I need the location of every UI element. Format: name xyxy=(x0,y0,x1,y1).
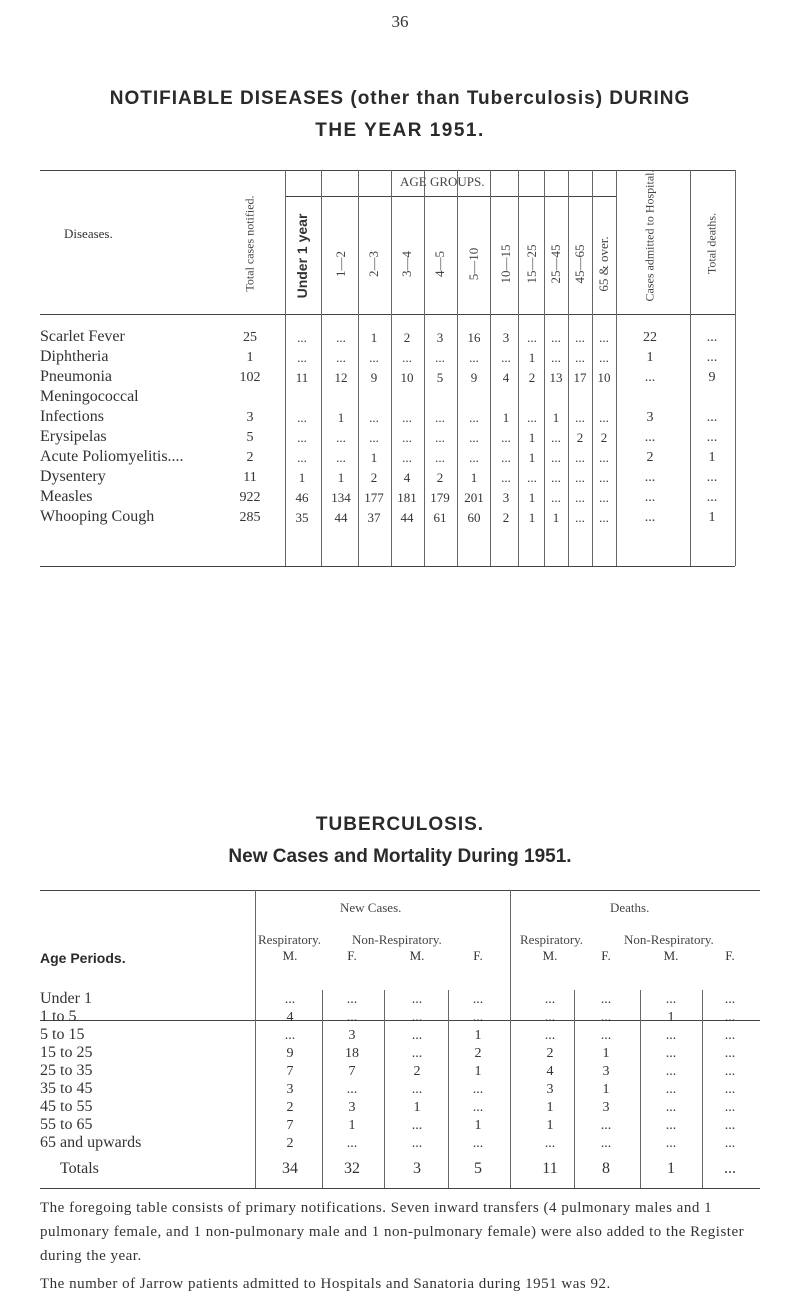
admitted-cell: ... xyxy=(644,370,656,385)
page-number: 36 xyxy=(391,12,409,31)
tb-cell: ... xyxy=(600,1136,612,1151)
tb-cell: ... xyxy=(411,1082,423,1097)
page-title: NOTIFIABLE DISEASES (other than Tuberculosis) DURING xyxy=(109,88,691,109)
column-rule xyxy=(735,170,736,566)
tb-cell: 2 xyxy=(474,1046,482,1061)
disease-name: Pneumonia xyxy=(40,368,112,385)
age-cell: ... xyxy=(336,430,346,445)
age-cell: 2 xyxy=(436,470,444,485)
tb-cell: ... xyxy=(472,1100,484,1115)
tb-cell: ... xyxy=(411,992,423,1007)
note-paragraph-2: The number of Jarrow patients admitted to Hospitals and Sanatoria during 1951 was 92. xyxy=(40,1276,611,1292)
tb-cell: ... xyxy=(284,1028,296,1043)
age-cell: ... xyxy=(369,350,379,365)
age-cell: 61 xyxy=(433,510,447,525)
total-cell: 8 xyxy=(602,1160,610,1177)
age-cell: ... xyxy=(501,470,511,485)
total-cell: 922 xyxy=(239,490,261,505)
new-cases-header: New Cases. xyxy=(340,900,402,915)
total-cell: 3 xyxy=(246,410,254,425)
age-cell: ... xyxy=(575,410,585,425)
rule xyxy=(40,1188,760,1189)
age-cell: ... xyxy=(501,450,511,465)
age-cell: 2 xyxy=(403,330,411,345)
tb-cell: 1 xyxy=(546,1118,554,1133)
admitted-cell: ... xyxy=(644,470,656,485)
age-col-header: 5—10 xyxy=(466,247,481,281)
tb-cell: 4 xyxy=(286,1010,294,1025)
deaths-cell: ... xyxy=(706,410,718,425)
tb-cell: ... xyxy=(346,1010,358,1025)
total-cell: ... xyxy=(724,1160,736,1177)
admitted-cell: ... xyxy=(644,430,656,445)
age-cell: ... xyxy=(575,330,585,345)
age-cell: ... xyxy=(501,430,511,445)
mf-header: F. xyxy=(347,948,357,963)
age-cell: 1 xyxy=(528,350,536,365)
tb-cell: ... xyxy=(665,1136,677,1151)
age-cell: 1 xyxy=(337,470,345,485)
age-cell: ... xyxy=(369,410,379,425)
tb-cell: 1 xyxy=(348,1118,356,1133)
note-paragraph-1: The foregoing table consists of primary notifications. Seven inward transfers (4 pulmonary males and 1 pulmonary female, and 1 non-pulmonary male and 1 non-pulmonary female) were also added to the Register during the year. xyxy=(40,1200,745,1264)
tb-cell: 2 xyxy=(413,1064,421,1079)
deaths-cell: ... xyxy=(706,350,718,365)
column-rule xyxy=(574,990,575,1188)
column-rule xyxy=(640,990,641,1188)
tb-cell: ... xyxy=(724,1028,736,1043)
age-cell: ... xyxy=(599,330,609,345)
tb-cell: ... xyxy=(724,1136,736,1151)
age-col-header: 45—65 xyxy=(572,244,587,284)
tb-title: TUBERCULOSIS. xyxy=(315,814,485,835)
age-cell: 1 xyxy=(337,410,345,425)
disease-name: Measles xyxy=(40,488,93,505)
admitted-header: Cases admitted to Hospital. xyxy=(642,169,657,302)
age-cell: ... xyxy=(297,410,307,425)
tb-cell: 3 xyxy=(602,1064,610,1079)
age-cell: ... xyxy=(599,410,609,425)
age-cell: ... xyxy=(527,470,537,485)
tb-cell: 9 xyxy=(286,1046,294,1061)
rule xyxy=(40,890,760,891)
total-cell: 1 xyxy=(667,1160,675,1177)
admitted-cell: 3 xyxy=(646,410,654,425)
age-period: 25 to 35 xyxy=(40,1062,93,1079)
tb-cell: ... xyxy=(600,1028,612,1043)
tb-cell: ... xyxy=(724,1064,736,1079)
age-period: 5 to 15 xyxy=(40,1026,85,1043)
age-cell: 2 xyxy=(528,370,536,385)
age-cell: 1 xyxy=(552,510,560,525)
tb-cell: 1 xyxy=(413,1100,421,1115)
rule xyxy=(285,196,616,197)
tb-cell: ... xyxy=(600,992,612,1007)
column-rule xyxy=(391,170,392,566)
tb-cell: 4 xyxy=(546,1064,554,1079)
tb-cell: ... xyxy=(665,1064,677,1079)
nonresp-header: Non-Respiratory. xyxy=(352,932,442,947)
age-cell: 16 xyxy=(467,330,481,345)
respiratory-deaths-header: Respiratory. xyxy=(520,932,584,947)
admitted-cell: ... xyxy=(644,510,656,525)
age-period: 1 to 5 xyxy=(40,1008,77,1025)
age-cell: 10 xyxy=(597,370,611,385)
age-cell: ... xyxy=(575,490,585,505)
column-rule xyxy=(255,890,256,1188)
tb-cell: 3 xyxy=(602,1100,610,1115)
total-cell: 5 xyxy=(474,1160,482,1177)
age-cell: ... xyxy=(297,330,307,345)
age-cell: ... xyxy=(402,430,412,445)
admitted-cell: ... xyxy=(644,490,656,505)
tb-cell: ... xyxy=(411,1046,423,1061)
tb-cell: 2 xyxy=(286,1100,294,1115)
age-cell: ... xyxy=(551,350,561,365)
tb-cell: ... xyxy=(472,1082,484,1097)
deaths-cell: 1 xyxy=(708,450,716,465)
admitted-cell: 1 xyxy=(646,350,654,365)
age-cell: 9 xyxy=(370,370,378,385)
age-cell: ... xyxy=(527,330,537,345)
tb-cell: ... xyxy=(724,1118,736,1133)
age-cell: ... xyxy=(435,450,445,465)
tb-cell: ... xyxy=(724,1010,736,1025)
age-cell: ... xyxy=(402,410,412,425)
age-cell: ... xyxy=(575,450,585,465)
mf-header: M. xyxy=(663,948,679,963)
age-col-header: 1—2 xyxy=(333,251,348,277)
disease-name: Diphtheria xyxy=(40,348,109,365)
tb-cell: ... xyxy=(284,992,296,1007)
tb-cell: ... xyxy=(665,992,677,1007)
deaths-header: Total deaths. xyxy=(704,212,719,275)
age-cell: 4 xyxy=(403,470,411,485)
column-rule xyxy=(457,170,458,566)
age-col-header: 65 & over. xyxy=(596,236,611,292)
age-cell: ... xyxy=(575,510,585,525)
deaths-cell: ... xyxy=(706,490,718,505)
age-cell: ... xyxy=(501,350,511,365)
total-cell: 285 xyxy=(239,510,261,525)
age-cell: ... xyxy=(297,450,307,465)
age-cell: 3 xyxy=(502,330,510,345)
age-cell: 60 xyxy=(467,510,481,525)
age-cell: 44 xyxy=(334,510,348,525)
tb-cell: ... xyxy=(600,1118,612,1133)
age-cell: ... xyxy=(435,430,445,445)
age-col-header: 10—15 xyxy=(498,244,513,284)
age-cell: 1 xyxy=(528,510,536,525)
age-cell: 2 xyxy=(370,470,378,485)
tb-cell: 1 xyxy=(474,1118,482,1133)
column-rule xyxy=(616,170,617,566)
tb-cell: ... xyxy=(665,1118,677,1133)
tb-cell: 1 xyxy=(474,1064,482,1079)
age-cell: 2 xyxy=(576,430,584,445)
disease-name: Infections xyxy=(40,408,104,425)
column-rule xyxy=(690,170,691,566)
admitted-cell: 2 xyxy=(646,450,654,465)
age-cell: 44 xyxy=(400,510,414,525)
age-periods-header: Age Periods. xyxy=(40,950,126,966)
nonresp-deaths-header: Non-Respiratory. xyxy=(624,932,714,947)
column-rule xyxy=(321,170,322,566)
tb-cell: ... xyxy=(411,1136,423,1151)
age-cell: 5 xyxy=(436,370,444,385)
age-cell: ... xyxy=(469,450,479,465)
tb-cell: ... xyxy=(544,992,556,1007)
age-cell: ... xyxy=(336,450,346,465)
column-rule xyxy=(358,170,359,566)
tb-cell: 7 xyxy=(348,1064,356,1079)
column-rule xyxy=(510,890,511,1188)
age-cell: 10 xyxy=(400,370,414,385)
deaths-header: Deaths. xyxy=(610,900,650,915)
age-cell: ... xyxy=(551,470,561,485)
total-cell: 11 xyxy=(243,470,257,485)
respiratory-header: Respiratory. xyxy=(258,932,322,947)
tb-subtitle: New Cases and Mortality During 1951. xyxy=(228,846,572,867)
tb-cell: ... xyxy=(724,1100,736,1115)
age-cell: 35 xyxy=(295,510,309,525)
rule xyxy=(40,1020,760,1021)
tb-cell: ... xyxy=(544,1136,556,1151)
mf-header: F. xyxy=(725,948,735,963)
column-rule xyxy=(544,170,545,566)
mf-header: M. xyxy=(542,948,558,963)
age-cell: ... xyxy=(297,430,307,445)
total-cell: 32 xyxy=(344,1160,360,1177)
age-cell: 17 xyxy=(573,370,587,385)
tb-cell: ... xyxy=(472,1010,484,1025)
age-col-header: 15—25 xyxy=(524,244,539,284)
tb-cell: ... xyxy=(665,1100,677,1115)
rule xyxy=(40,170,735,171)
total-cell: 34 xyxy=(282,1160,298,1177)
age-cell: 1 xyxy=(298,470,306,485)
age-cell: ... xyxy=(551,490,561,505)
rule xyxy=(40,566,735,567)
tb-cell: ... xyxy=(665,1046,677,1061)
tb-cell: 18 xyxy=(345,1046,359,1061)
totals-label: Totals xyxy=(60,1160,99,1177)
total-notified-header: Total cases notified. xyxy=(242,195,257,292)
admitted-cell: 22 xyxy=(643,330,657,345)
tb-cell: ... xyxy=(411,1118,423,1133)
column-rule xyxy=(285,170,286,566)
age-cell: ... xyxy=(336,350,346,365)
age-cell: 1 xyxy=(528,490,536,505)
tb-cell: 1 xyxy=(546,1100,554,1115)
column-rule xyxy=(702,990,703,1188)
tb-cell: 3 xyxy=(286,1082,294,1097)
total-cell: 3 xyxy=(413,1160,421,1177)
age-col-header: 2—3 xyxy=(366,251,381,277)
age-cell: ... xyxy=(599,350,609,365)
tb-cell: ... xyxy=(346,1082,358,1097)
deaths-cell: ... xyxy=(706,470,718,485)
age-cell: ... xyxy=(435,410,445,425)
tb-cell: ... xyxy=(544,1010,556,1025)
tb-cell: ... xyxy=(600,1010,612,1025)
age-cell: ... xyxy=(575,350,585,365)
mf-header: F. xyxy=(601,948,611,963)
age-cell: 9 xyxy=(470,370,478,385)
age-cell: ... xyxy=(469,430,479,445)
age-cell: ... xyxy=(551,450,561,465)
mf-header: F. xyxy=(473,948,483,963)
tb-cell: 3 xyxy=(348,1100,356,1115)
age-cell: ... xyxy=(599,470,609,485)
age-cell: 4 xyxy=(502,370,510,385)
age-period: 45 to 55 xyxy=(40,1098,93,1115)
age-cell: 1 xyxy=(552,410,560,425)
age-cell: 46 xyxy=(295,490,309,505)
disease-name: Scarlet Fever xyxy=(40,328,125,345)
age-groups-header: AGE GROUPS. xyxy=(400,174,485,189)
age-cell: ... xyxy=(469,410,479,425)
age-period: 15 to 25 xyxy=(40,1044,93,1061)
column-rule xyxy=(424,170,425,566)
age-col-header: 3—4 xyxy=(399,251,414,277)
age-cell: 179 xyxy=(430,490,450,505)
tb-cell: ... xyxy=(665,1082,677,1097)
tb-cell: ... xyxy=(724,992,736,1007)
age-cell: 3 xyxy=(502,490,510,505)
tb-cell: ... xyxy=(724,1082,736,1097)
age-period: 65 and upwards xyxy=(40,1134,142,1151)
age-cell: 181 xyxy=(397,490,417,505)
tb-cell: ... xyxy=(665,1028,677,1043)
age-cell: ... xyxy=(527,410,537,425)
tb-cell: 7 xyxy=(286,1118,294,1133)
tb-cell: ... xyxy=(544,1028,556,1043)
deaths-cell: ... xyxy=(706,430,718,445)
age-cell: 12 xyxy=(334,370,348,385)
age-cell: ... xyxy=(402,450,412,465)
page-subtitle: THE YEAR 1951. xyxy=(315,120,485,141)
column-rule xyxy=(384,990,385,1188)
age-cell: 1 xyxy=(528,430,536,445)
age-cell: 1 xyxy=(370,330,378,345)
age-col-header: 4—5 xyxy=(432,251,447,277)
age-cell: ... xyxy=(551,330,561,345)
age-cell: 1 xyxy=(370,450,378,465)
age-period: 35 to 45 xyxy=(40,1080,93,1097)
column-rule xyxy=(322,990,323,1188)
age-cell: 1 xyxy=(470,470,478,485)
column-rule xyxy=(448,990,449,1188)
age-cell: 37 xyxy=(367,510,381,525)
age-cell: 11 xyxy=(295,370,309,385)
disease-name: Acute Poliomyelitis.... xyxy=(40,448,184,465)
age-cell: ... xyxy=(599,450,609,465)
age-cell: 13 xyxy=(549,370,563,385)
tb-cell: ... xyxy=(724,1046,736,1061)
age-cell: ... xyxy=(599,490,609,505)
total-cell: 5 xyxy=(246,430,254,445)
column-rule xyxy=(568,170,569,566)
disease-name: Whooping Cough xyxy=(40,508,155,525)
deaths-cell: ... xyxy=(706,330,718,345)
age-cell: 134 xyxy=(331,490,351,505)
tb-cell: 2 xyxy=(546,1046,554,1061)
tb-cell: 1 xyxy=(474,1028,482,1043)
tb-cell: 1 xyxy=(602,1046,610,1061)
tb-cell: ... xyxy=(346,1136,358,1151)
column-rule xyxy=(592,170,593,566)
mf-header: M. xyxy=(409,948,425,963)
age-cell: ... xyxy=(599,510,609,525)
age-cell: 1 xyxy=(528,450,536,465)
tb-cell: ... xyxy=(346,992,358,1007)
age-cell: 2 xyxy=(600,430,608,445)
total-cell: 1 xyxy=(246,350,254,365)
deaths-cell: 9 xyxy=(708,370,716,385)
age-cell: ... xyxy=(575,470,585,485)
age-cell: 2 xyxy=(502,510,510,525)
total-cell: 2 xyxy=(246,450,254,465)
deaths-cell: 1 xyxy=(708,510,716,525)
column-rule xyxy=(490,170,491,566)
tb-cell: 1 xyxy=(667,1010,675,1025)
tb-cell: 2 xyxy=(286,1136,294,1151)
age-col-header: 25—45 xyxy=(548,244,563,284)
mf-header: M. xyxy=(282,948,298,963)
tb-cell: 1 xyxy=(602,1082,610,1097)
column-rule xyxy=(518,170,519,566)
age-col-header: Under 1 year xyxy=(294,213,310,299)
age-cell: ... xyxy=(469,350,479,365)
age-cell: ... xyxy=(402,350,412,365)
age-cell: 1 xyxy=(502,410,510,425)
tb-cell: 3 xyxy=(546,1082,554,1097)
age-cell: ... xyxy=(336,330,346,345)
diseases-header: Diseases. xyxy=(64,226,113,241)
age-period: Under 1 xyxy=(40,990,92,1007)
total-cell: 25 xyxy=(243,330,257,345)
tb-cell: ... xyxy=(472,1136,484,1151)
age-cell: 3 xyxy=(436,330,444,345)
disease-name: Meningococcal xyxy=(40,388,139,405)
age-period: 55 to 65 xyxy=(40,1116,93,1133)
tb-cell: ... xyxy=(472,992,484,1007)
age-cell: ... xyxy=(551,430,561,445)
total-cell: 11 xyxy=(542,1160,558,1177)
age-cell: ... xyxy=(435,350,445,365)
tb-cell: ... xyxy=(411,1010,423,1025)
rule xyxy=(40,314,735,315)
age-cell: 177 xyxy=(364,490,384,505)
disease-name: Dysentery xyxy=(40,468,106,485)
disease-name: Erysipelas xyxy=(40,428,107,445)
age-cell: ... xyxy=(369,430,379,445)
age-cell: ... xyxy=(297,350,307,365)
age-cell: 201 xyxy=(464,490,484,505)
tb-cell: 7 xyxy=(286,1064,294,1079)
tb-cell: 3 xyxy=(348,1028,356,1043)
tb-cell: ... xyxy=(411,1028,423,1043)
total-cell: 102 xyxy=(239,370,261,385)
